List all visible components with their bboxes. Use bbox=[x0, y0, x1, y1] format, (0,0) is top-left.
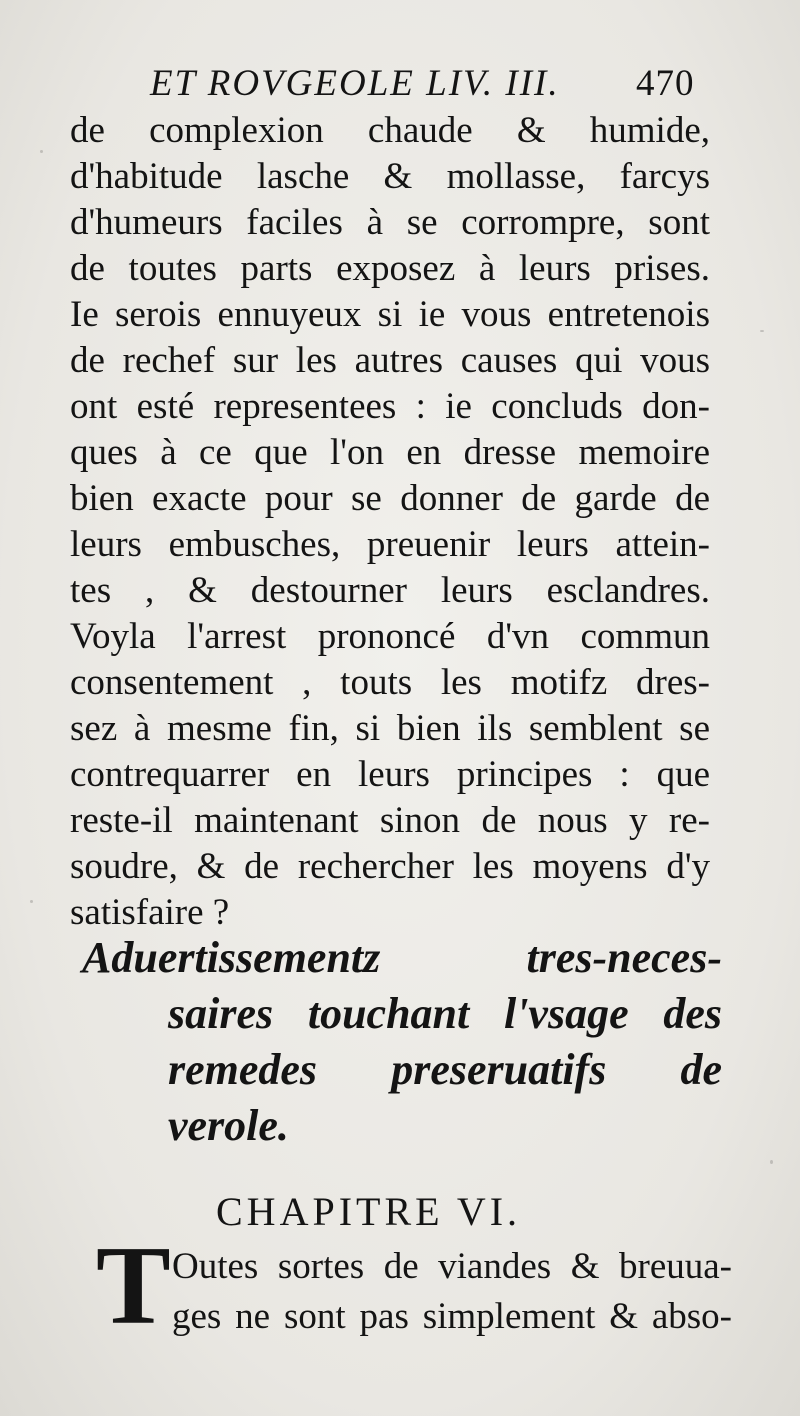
paper-speck bbox=[770, 1160, 773, 1164]
text-line: d'humeurs faciles à se corrompre, sont bbox=[70, 202, 710, 243]
text-line: Voyla l'arrest prononcé d'vn commun bbox=[70, 616, 710, 657]
paper-speck bbox=[760, 330, 764, 332]
text-line: bien exacte pour se donner de garde de bbox=[70, 478, 710, 519]
text-line: consentement , touts les motifz dres- bbox=[70, 662, 710, 703]
text-line: soudre, & de rechercher les moyens d'y bbox=[70, 846, 710, 887]
text-line: satisfaire ? bbox=[70, 892, 230, 933]
text-line: contrequarrer en leurs principes : que bbox=[70, 754, 710, 795]
chapter-title: CHAPITRE VI. bbox=[216, 1189, 522, 1234]
text-line: tes , & destourner leurs esclandres. bbox=[70, 570, 710, 611]
text-line: ont esté representees : ie concluds don- bbox=[70, 386, 710, 427]
heading-line: verole. bbox=[168, 1101, 289, 1150]
text-line: ques à ce que l'on en dresse memoire bbox=[70, 432, 710, 473]
running-title: ET ROVGEOLE LIV. III. bbox=[150, 63, 560, 104]
heading-line: Aduertissementz tres-neces- bbox=[82, 933, 722, 982]
chapter-paragraph bbox=[172, 1242, 732, 1342]
text-line: de rechef sur les autres causes qui vous bbox=[70, 340, 710, 381]
body-paragraph bbox=[70, 108, 710, 936]
text-line: Outes sortes de viandes & breuua- bbox=[172, 1246, 732, 1287]
drop-cap: T bbox=[96, 1224, 171, 1348]
heading-line: saires touchant l'vsage des bbox=[168, 989, 722, 1038]
paper-speck bbox=[40, 150, 43, 153]
text-line: de complexion chaude & humide, bbox=[70, 110, 710, 151]
text-line: sez à mesme fin, si bien ils semblent se bbox=[70, 708, 710, 749]
text-line: de toutes parts exposez à leurs prises. bbox=[70, 248, 710, 289]
text-line: d'habitude lasche & mollasse, farcys bbox=[70, 156, 710, 197]
paper-speck bbox=[30, 900, 33, 903]
running-header bbox=[150, 62, 710, 106]
text-line: reste-il maintenant sinon de nous y re- bbox=[70, 800, 710, 841]
heading-line: remedes preseruatifs de bbox=[168, 1045, 722, 1094]
text-line: Ie serois ennuyeux si ie vous entretenois bbox=[70, 294, 710, 335]
text-line: ges ne sont pas simplement & abso- bbox=[172, 1296, 732, 1337]
section-heading bbox=[82, 930, 722, 1154]
text-line: leurs embusches, preuenir leurs attein- bbox=[70, 524, 710, 565]
page-number: 470 bbox=[636, 63, 695, 104]
